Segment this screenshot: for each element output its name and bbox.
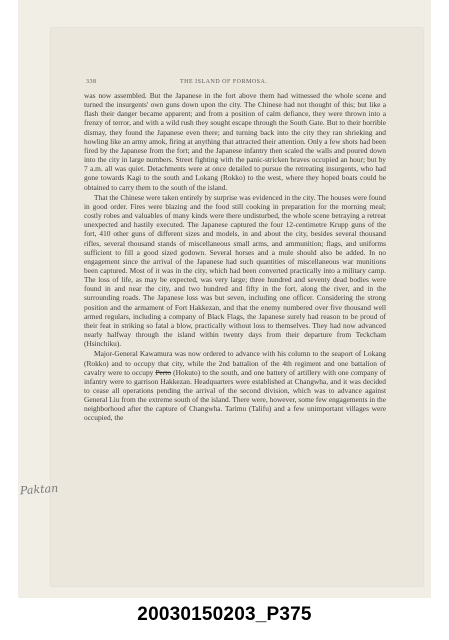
paragraph: was now assembled. But the Japanese in the fort above them had witnessed the whole scene and turned the insurgents' own guns down upon the city. The Chinese had not thought of this; but like a flash their danger became apparent; and from a position of calm defiance, they were thrown into a frenzy of terror, and with a wild rush they sought escape through the South Gate. But to their horrible dismay, they found the Japanese even there; and turning back into the city they ran shrieking and howling like an army amok, firing at anything that attracted their attention. Only a few shots had been fired by the Japanese from the fort; and the Japanese infantry then scaled the walls and poured down into the city in large numbers. Street fighting with the panic-stricken braves occupied an hour; but by 7 a.m. all was quiet. Detachments were at once detailed to pursue the retreating insurgents, who had gone towards Kagi to the south and Lokang (Rokko) to the west, where they hoped boats could be obtained to carry them to the south of the island. — [84, 91, 386, 192]
page-number: 338 — [86, 79, 97, 85]
body-text — [84, 91, 386, 561]
paragraph: That the Chinese were taken entirely by surprise was evidenced in the city. The houses were found in good order. Fires were blazing and the food still cooking in preparation for the morning meal; costly robes and valuables of many kinds were there undisturbed, the whole scene betraying a retreat unexpected and hastily executed. The Japanese captured the four 12-centimetre Krupp guns of the fort, 410 other guns of different sizes and models, in and about the city, besides several thousand rifles, several thousand stands of miscellaneous small arms, and ammunition; flags, and uniforms sufficient to fill a good sized godown. Several horses and a mule should also be added. In no engagement since the arrival of the Japanese had such quantities of miscellaneous war munitions been captured. Most of it was in the city, which had been converted practically into a military camp. The loss of life, as may be expected, was very large; three hundred and seventy dead bodies were found in and near the city, and two hundred and fifty in the fort, along the river, and in the surrounding roads. The Japanese loss was but seven, including one officer. Considering the strong position and the armament of Fort Hakkezan, and that the enemy numbered over five thousand well armed regulars, including a company of Black Flags, the Japanese surely had reason to be proud of their feat in striking so fatal a blow, practically without loss to themselves. They had now advanced nearly halfway through the island within twenty days from their departure from Teckcham (Hsinchiku). — [84, 192, 386, 349]
paragraph-text: Major-General Kawamura was now ordered to advance with his column to the seaport of Lokang (Rokko) and to occupy that city, while the 2nd battalion of the 4th regiment and one battalion of cavalry were to occupy — [84, 349, 386, 377]
running-head — [86, 79, 386, 89]
handwritten-margin-note: Paktan — [19, 481, 59, 498]
paragraph-text: (Hokuto) to the south, and one battery of artillery with one company of infantry were to garrison Hakkezan. Headquarters were established at Changwha, and it was decided to cease all operations pending the arrival of the second division, which was to advance against General Liu from the extreme south of the island. There were, however, some few engagements in the neighborhood after the capture of Changwha. Tarimu (Talifu) and a few unimportant villages were occupied, the — [84, 367, 386, 423]
struck-word: Perto — [155, 367, 172, 377]
paragraph — [84, 349, 386, 422]
image-id-caption: 20030150203_P375 — [137, 604, 312, 625]
running-title: THE ISLAND OF FORMOSA. — [180, 79, 268, 85]
